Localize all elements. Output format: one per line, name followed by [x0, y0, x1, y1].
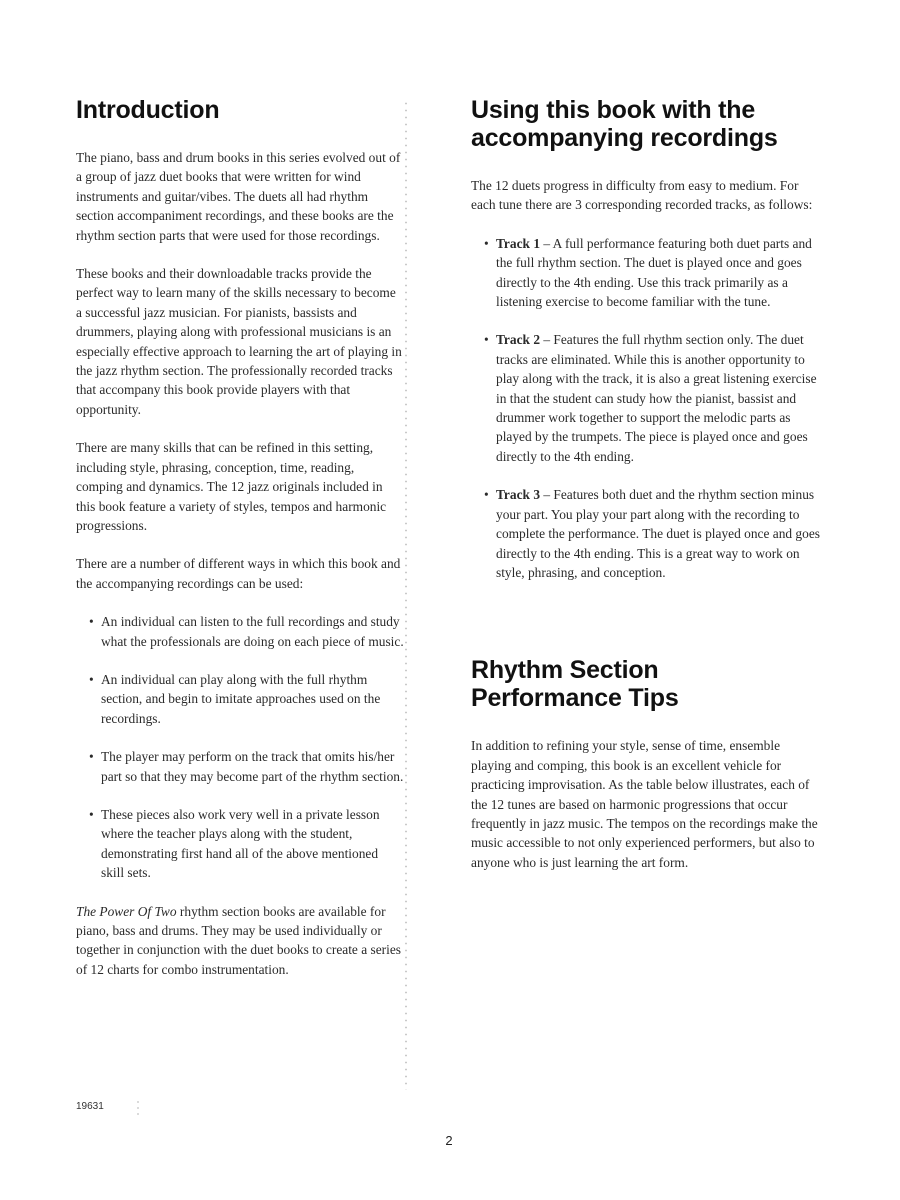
tips-heading-line2: Performance Tips — [471, 684, 679, 713]
page-number: 2 — [445, 1133, 453, 1148]
track-description: – Features both duet and the rhythm section minus your part. You play your part along with the recording to complete the performance. The duet is played once and goes directly to the 4th ending. This is a great way to work on style, phrasing, and conception. — [496, 487, 820, 580]
track-description: – A full performance featuring both duet parts and the full rhythm section. The duet is played once and goes directly to the 4th ending. Use this track primarily as a listening exercise to become familiar with the tune. — [496, 235, 812, 310]
closing-text: rhythm section books are available for piano, bass and drums. They may be used individually or together in conjunction with the duet books to create a series of 12 charts for combo instrumentation. — [76, 903, 401, 977]
column-divider — [405, 100, 407, 1090]
track-label: Track 3 — [496, 487, 541, 503]
intro-paragraph-1: The piano, bass and drum books in this series evolved out of a group of jazz duet books that were written for wind instruments and guitar/vibes. The duets all had rhythm section accompaniment recordings, and these books are the rhythm section parts that were used for those recordings. — [76, 150, 401, 243]
catalog-number: 19631 — [76, 1101, 104, 1112]
closing-paragraph — [76, 902, 404, 980]
usage-list — [76, 612, 404, 882]
track-label: Track 1 — [496, 235, 541, 251]
track-label: Track 2 — [496, 332, 541, 348]
book-title-italic: The Power Of Two — [76, 903, 177, 919]
recordings-heading: Using this book with the accompanying recordings — [471, 96, 778, 152]
track-list-item — [471, 485, 823, 582]
right-column — [471, 96, 823, 872]
intro-paragraph-4: There are a number of different ways in which this book and the accompanying recordings can be used: — [76, 556, 401, 591]
left-column — [76, 96, 404, 998]
usage-list-item: • An individual can play along with the full rhythm section, and begin to imitate approaches used on the recordings. — [76, 670, 404, 728]
usage-list-item: • These pieces also work very well in a private lesson where the teacher plays along with the student, demonstrating first hand all of the above mentioned skill sets. — [76, 805, 404, 883]
intro-paragraph-3: There are many skills that can be refined in this setting, including style, phrasing, conception, time, reading, comping and dynamics. The 12 jazz originals included in this book feature a variety of styles, tempos and harmonic progressions. — [76, 440, 387, 533]
track-description: – Features the full rhythm section only. The duet tracks are eliminated. While this is another opportunity to play along with the track, it is also a great listening exercise in that the student can study how the pianist, bassist and drummer work together to support the melodic parts as played by the trumpets. The piece is played once and goes directly to the 4th ending. — [496, 332, 817, 464]
track-list-item — [471, 330, 823, 466]
intro-paragraph-2: These books and their downloadable tracks provide the perfect way to learn many of the skills necessary to become a successful jazz musician. For pianists, bassists and drummers, playing along with professional musicians is an especially effective approach to learning the art of playing in the jazz rhythm section. The professionally recorded tracks that accompany this book provide players with that opportunity. — [76, 266, 402, 417]
track-list-item — [471, 234, 823, 312]
tips-heading-line1: Rhythm Section — [471, 656, 659, 685]
tips-paragraph: In addition to refining your style, sense of time, ensemble playing and comping, this book is an excellent vehicle for practicing improvisation. As the table below illustrates, each of the 12 tunes are based on harmonic progressions that occur frequently in jazz music. The tempos on the recordings make the music accessible to not only experienced performers, but also to anyone who is just learning the art form. — [471, 738, 818, 870]
performance-tips-heading — [471, 656, 823, 712]
usage-list-item: • An individual can listen to the full recordings and study what the professionals are doing on each piece of music. — [76, 612, 404, 651]
track-list — [471, 234, 823, 583]
introduction-heading: Introduction — [76, 96, 220, 124]
usage-list-item: • The player may perform on the track that omits his/her part so that they may become part of the rhythm section. — [76, 747, 404, 786]
recordings-intro: The 12 duets progress in difficulty from easy to medium. For each tune there are 3 corresponding recorded tracks, as follows: — [471, 178, 813, 213]
footer-divider — [137, 1099, 139, 1119]
